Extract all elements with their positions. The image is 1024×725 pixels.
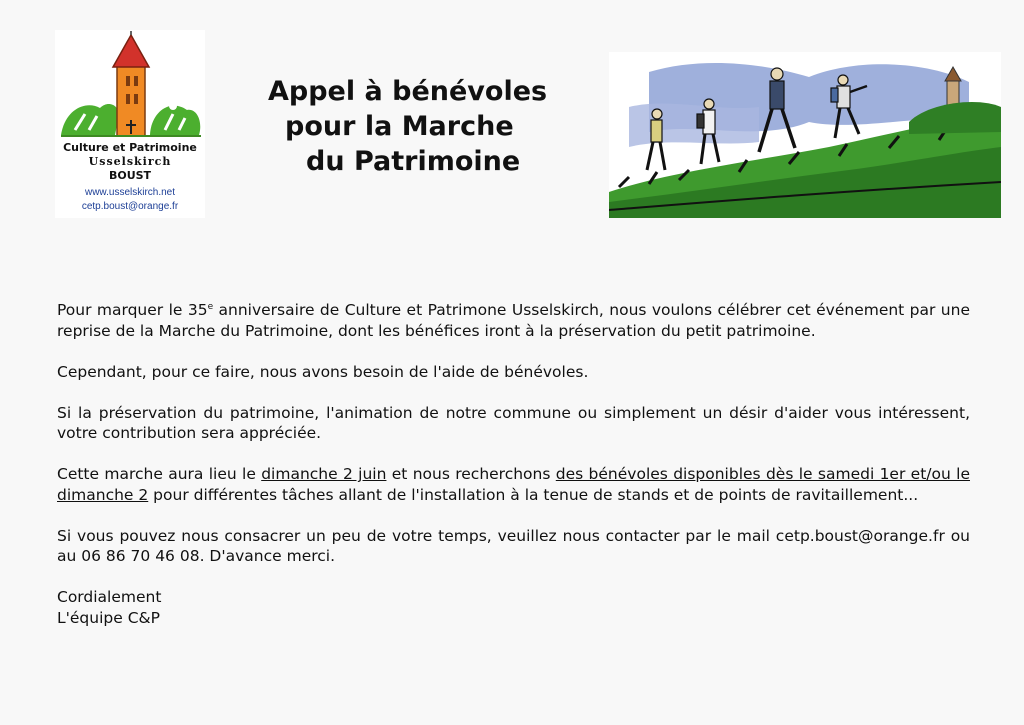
tower-logo-icon	[55, 30, 205, 142]
p4-text-b: et nous recherchons	[386, 465, 556, 483]
paragraph-volunteers-needed: Cependant, pour ce faire, nous avons besoin de l'aide de bénévoles.	[57, 362, 589, 381]
logo-name-line1: Culture et Patrimoine	[63, 141, 197, 154]
logo	[55, 30, 205, 218]
p4-text-c: pour différentes tâches allant de l'installation à la tenue de stands et de points de ravitaillement...	[148, 485, 919, 504]
title-line2: pour la Marche	[285, 111, 514, 142]
logo-name-line2: Usselskirch	[88, 155, 172, 168]
p4-text-a: Cette marche aura lieu le	[57, 465, 262, 483]
title-line1: Appel à bénévoles	[268, 76, 548, 107]
paragraph-anniversary	[57, 300, 970, 341]
p1-superscript: e	[207, 301, 214, 312]
paragraph-contact: Si vous pouvez nous consacrer un peu de votre temps, veuillez nous contacter par le mail cetp.boust@orange.fr ou au 06 86 70 46 08. D'avance merci.	[57, 526, 970, 565]
title-line3: du Patrimoine	[306, 146, 521, 177]
logo-name-line3: BOUST	[108, 169, 152, 182]
hikers-image-icon	[609, 52, 1001, 218]
p1-text-after: anniversaire de Culture et Patrimone Usselskirch, nous voulons célébrer cet événement par une reprise de la Marche du Patrimoine, dont les bénéfices iront à la préservation du petit patrimoine.	[57, 301, 970, 340]
letter-body	[57, 300, 970, 628]
hikers-illustration	[609, 52, 1001, 218]
event-date: dimanche 2 juin	[261, 465, 387, 483]
paragraph-date-details	[57, 464, 970, 505]
page-title	[268, 74, 608, 179]
closing: Cordialement	[57, 588, 162, 606]
paragraph-contribution: Si la préservation du patrimoine, l'animation de notre commune ou simplement un désir d'aider vous intéressent, votre contribution sera appréciée.	[57, 403, 970, 442]
signature: L'équipe C&P	[57, 608, 160, 627]
volunteer-availability: des bénévoles disponibles dès le samedi 1er et/ou le dimanche 2	[57, 465, 970, 504]
logo-website: www.usselskirch.net	[84, 187, 176, 198]
p1-text-before: Pour marquer le 35	[57, 301, 208, 319]
logo-email: cetp.boust@orange.fr	[81, 201, 179, 212]
